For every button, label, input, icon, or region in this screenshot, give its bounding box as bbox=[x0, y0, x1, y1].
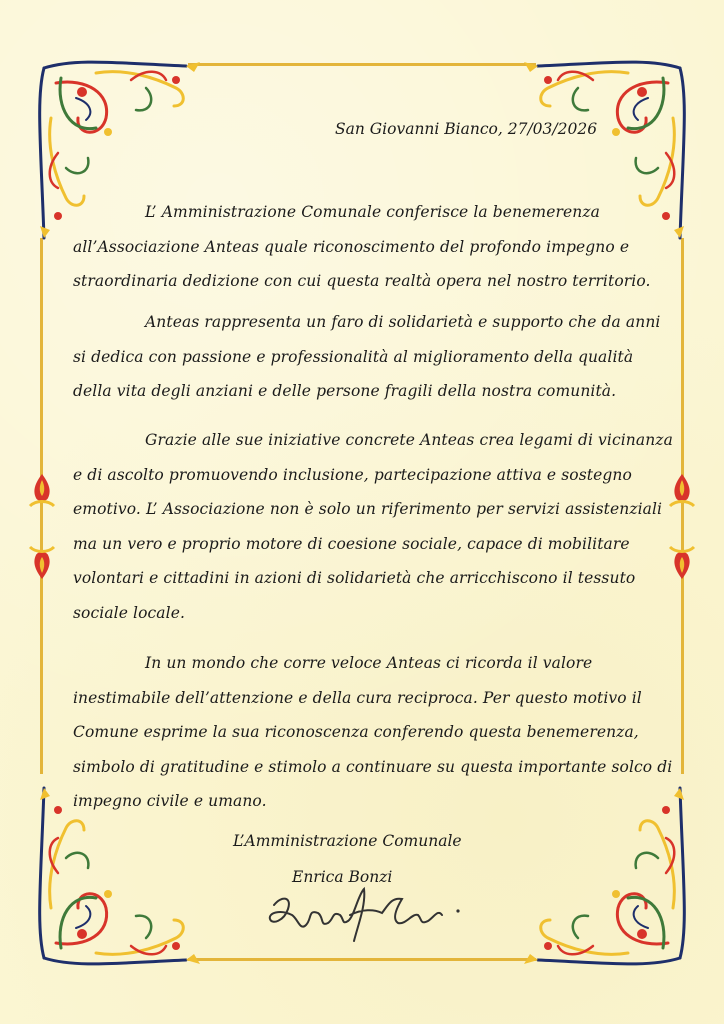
paragraph-1: L’ Amministrazione Comunale conferisce la benemerenza all’Associazione Anteas quale riconoscimento del profondo impegno e straordinaria dedizione con cui questa realtà opera nel nostro territorio. bbox=[73, 203, 651, 290]
signer-name: Enrica Bonzi bbox=[292, 868, 393, 886]
paragraph-2: Anteas rappresenta un faro di solidarietà e supporto che da anni si dedica con passione e professionalità al miglioramento della qualità della vita degli anziani e delle persone fragili della nostra comunità. bbox=[73, 313, 661, 400]
paragraph-3: Grazie alle sue iniziative concrete Anteas crea legami di vicinanza e di ascolto promuovendo inclusione, partecipazione attiva e sostegno emotivo. L’ Associazione non è solo un riferimento per servizi assistenziali ma un vero e proprio motore di coesione sociale, capace di mobilitare volontari e cittadini in azioni di solidarietà che arricchiscono il tessuto sociale locale. bbox=[73, 431, 673, 622]
tulip-ornament-left-top-icon bbox=[28, 470, 56, 510]
dateline: San Giovanni Bianco, 27/03/2026 bbox=[335, 120, 598, 138]
paragraph-4: In un mondo che corre veloce Anteas ci ricorda il valore inestimabile dell’attenzione e della cura reciproca. Per questo motivo il Comune esprime la sua riconoscenza conferendo questa benemerenza, simbolo di gratitudine e stimolo a continuare su questa importante solco di impegno civile e umano. bbox=[73, 654, 673, 810]
tulip-ornament-left-bottom-icon bbox=[28, 543, 56, 583]
border-top-line bbox=[188, 63, 536, 66]
handwritten-signature bbox=[262, 875, 472, 945]
border-bottom-line bbox=[188, 958, 536, 961]
closing-line: L’Amministrazione Comunale bbox=[233, 832, 462, 850]
